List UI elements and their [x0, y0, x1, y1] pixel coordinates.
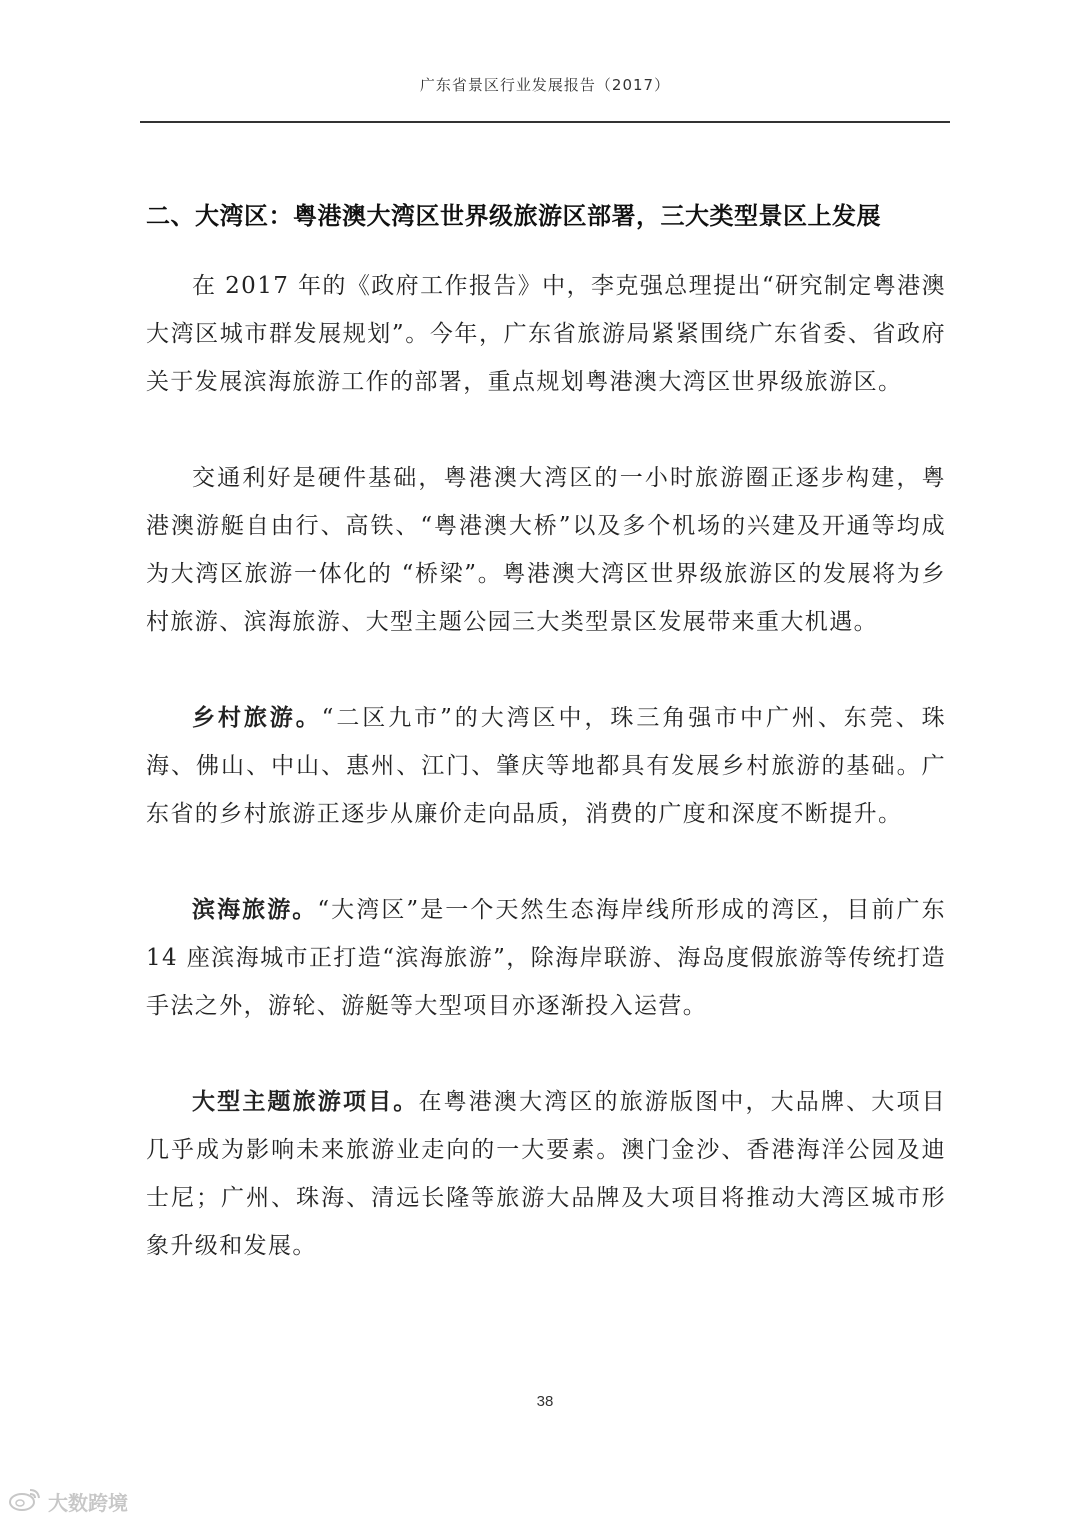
paragraph-text: 在粤港澳大湾区的旅游版图中，大品牌、大项目几乎成为影响未来旅游业走向的一大要素。澳门金沙、香港海洋公园及迪士尼；广州、珠海、清远长隆等旅游大品牌及大项目将推动大湾区城市形象升级和发展。: [146, 1089, 946, 1259]
paragraph-theme-projects: [146, 1078, 946, 1270]
section-title: 二、大湾区：粤港澳大湾区世界级旅游区部署，三大类型景区上发展: [146, 202, 881, 230]
paragraph-text: “大湾区”是一个天然生态海岸线所形成的湾区，目前广东 14 座滨海城市正打造“滨海旅游”，除海岸联游、海岛度假旅游等传统打造手法之外，游轮、游艇等大型项目亦逐渐投入运营。: [146, 897, 947, 1019]
paragraph-text: 交通利好是硬件基础，粤港澳大湾区的一小时旅游圈正逐步构建，粤港澳游艇自由行、高铁、“粤港澳大桥”以及多个机场的兴建及开通等均成为大湾区旅游一体化的 “桥梁”。粤港澳大湾区世界级旅游区的发展将为乡村旅游、滨海旅游、大型主题公园三大类型景区发展带来重大机遇。: [146, 465, 946, 635]
paragraph-lead: 乡村旅游。: [192, 705, 322, 731]
running-header: 广东省景区行业发展报告（2017）: [419, 76, 671, 94]
paragraph-lead: 大型主题旅游项目。: [192, 1089, 419, 1115]
page-number: 38: [536, 1393, 554, 1410]
watermark-text: 大数跨境: [48, 1490, 128, 1515]
paragraph: [146, 454, 946, 646]
paragraph-rural-tourism: [146, 694, 946, 838]
paragraph-lead: 滨海旅游。: [192, 897, 318, 923]
header-divider: [140, 121, 950, 123]
paragraph: [146, 262, 946, 406]
paragraph-text: 在 2017 年的《政府工作报告》中，李克强总理提出“研究制定粤港澳大湾区城市群发展规划”。今年，广东省旅游局紧紧围绕广东省委、省政府关于发展滨海旅游工作的部署，重点规划粤港澳大湾区世界级旅游区。: [146, 273, 946, 395]
body-text: [146, 262, 946, 1270]
paragraph-coastal-tourism: [146, 886, 946, 1030]
paragraph-text: “二区九市”的大湾区中，珠三角强市中广州、东莞、珠海、佛山、中山、惠州、江门、肇庆等地都具有发展乡村旅游的基础。广东省的乡村旅游正逐步从廉价走向品质，消费的广度和深度不断提升。: [146, 705, 946, 827]
watermark: [8, 1486, 128, 1516]
weibo-icon: [8, 1486, 42, 1516]
